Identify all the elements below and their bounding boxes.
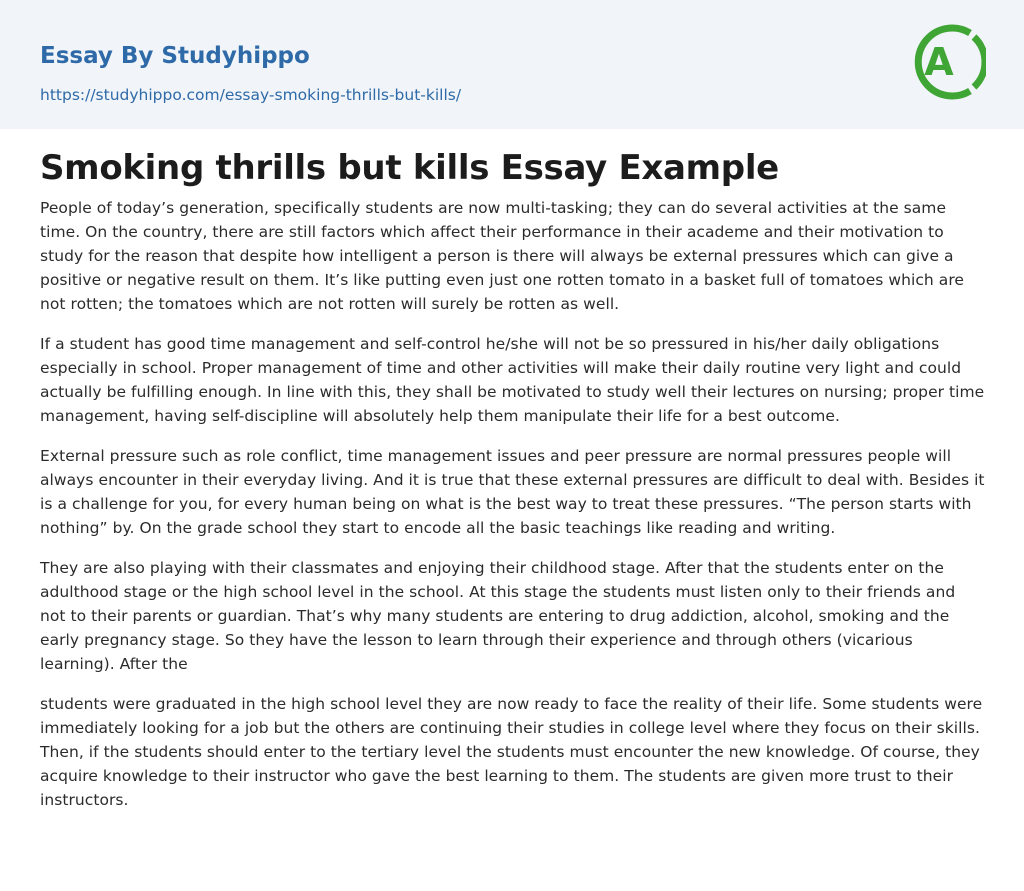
essay-paragraph: If a student has good time management and self-control he/she will not be so pressured in his/her daily obligations especially in school. Proper management of time and other activities will make their daily routine very light and could actually be fulfilling enough. In line with this, they shall be motivated to study well their lectures on nursing; proper time management, having self-discipline will absolutely help them manipulate their life for a best outcome. <box>40 335 985 425</box>
essay-paragraph: students were graduated in the high school level they are now ready to face the reality of their life. Some students were immediately looking for a job but the others are continuing their studies in college level where they focus on their skills. Then, if the students should enter to the tertiary level the students must encounter the new knowledge. Of course, they acquire knowledge to their instructor who gave the best learning to them. The students are given more trust to their instructors. <box>40 695 983 809</box>
essay-paragraph: They are also playing with their classmates and enjoying their childhood stage. After that the students enter on the adulthood stage or the high school level in the school. At this stage the students must listen only to their friends and not to their parents or guardian. That’s why many students are entering to drug addiction, alcohol, smoking and the early pregnancy stage. So they have the lesson to learn through their experience and through others (vicarious learning). After the <box>40 559 956 673</box>
essay-title: Smoking thrills but kills Essay Example <box>40 148 779 188</box>
site-header <box>0 0 1024 129</box>
essay-paragraph: People of today’s generation, specifically students are now multi-tasking; they can do several activities at the same time. On the country, there are still factors which affect their performance in their academe and their motivation to study for the reason that despite how intelligent a person is there will always be external pressures which can give a positive or negative result on them. It’s like putting even just one rotten tomato in a basket full of tomatoes which are not rotten; the tomatoes which are not rotten will surely be rotten as well. <box>40 199 964 313</box>
essay-article <box>40 140 985 828</box>
site-brand[interactable]: Essay By Studyhippo <box>40 43 310 69</box>
studyhippo-logo-icon[interactable] <box>912 19 986 105</box>
essay-source-link[interactable]: https://studyhippo.com/essay-smoking-thrills-but-kills/ <box>40 86 462 104</box>
essay-paragraph: External pressure such as role conflict, time management issues and peer pressure are normal pressures people will always encounter in their everyday living. And it is true that these external pressures are difficult to deal with. Besides it is a challenge for you, for every human being on what is the best way to treat these pressures. “The person starts with nothing” by. On the grade school they start to encode all the basic teachings like reading and writing. <box>40 447 985 537</box>
logo-letter: A <box>924 40 954 84</box>
